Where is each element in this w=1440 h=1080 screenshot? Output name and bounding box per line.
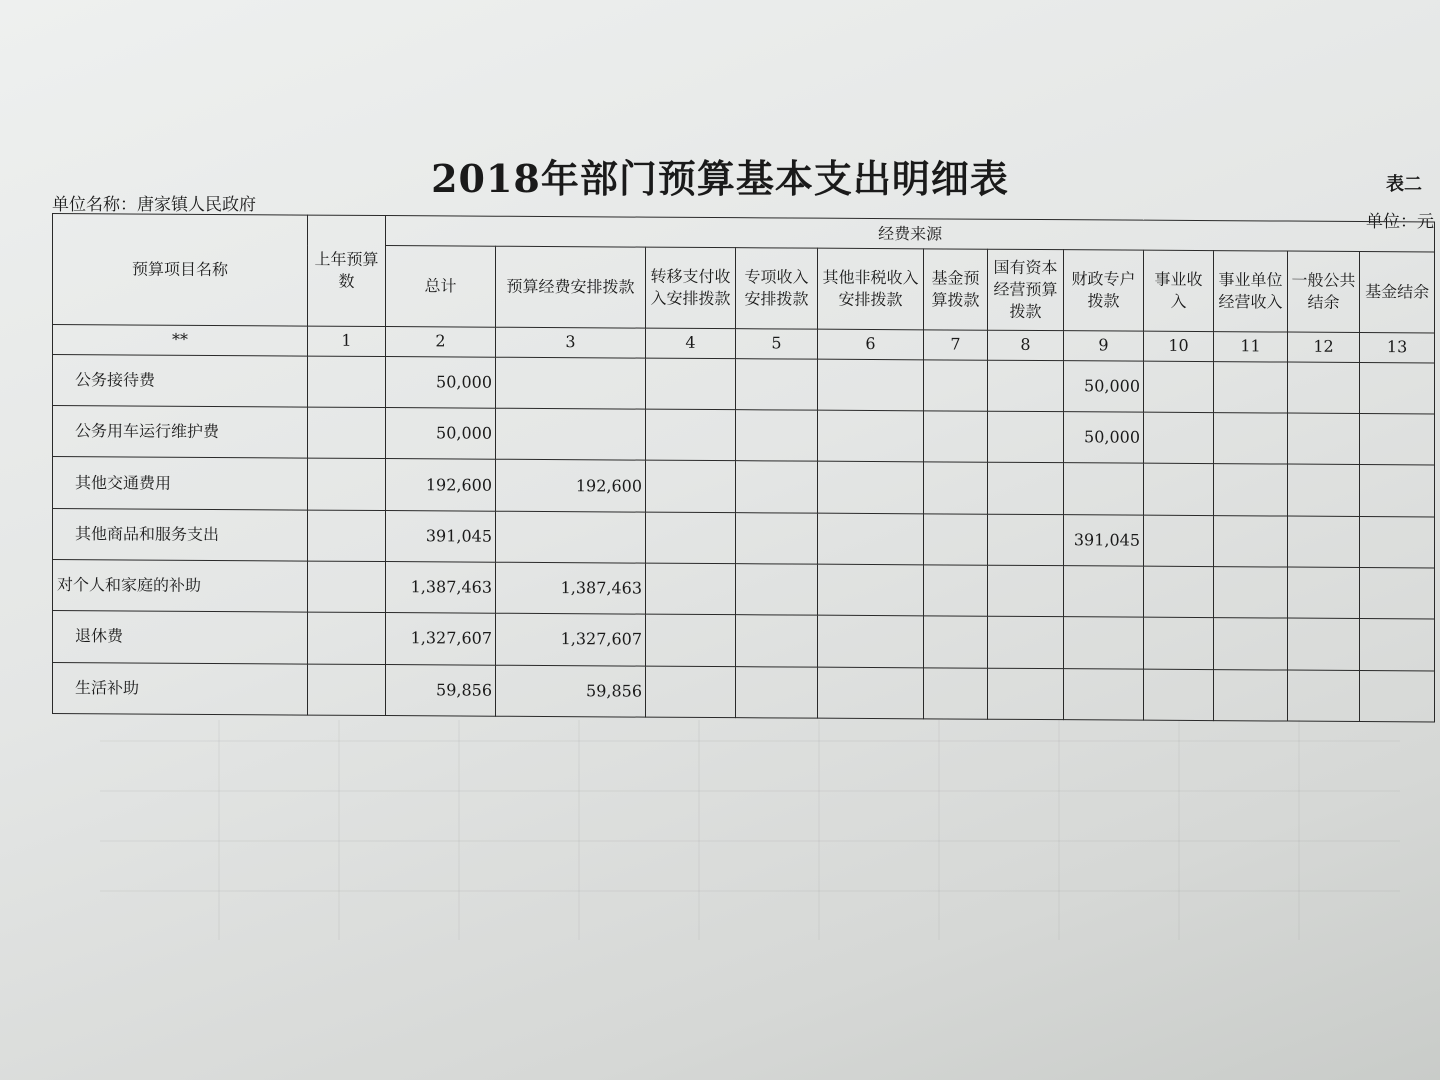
header-state-capital: 国有资本经营预算拨款 [988, 249, 1064, 330]
row-amount-cell [1288, 567, 1360, 619]
unit-name: 单位名称：唐家镇人民政府 [52, 195, 256, 215]
row-amount-cell [1064, 668, 1144, 720]
row-amount-cell [308, 510, 386, 562]
row-amount-cell [736, 410, 818, 462]
header-general-public-surplus: 一般公共结余 [1288, 251, 1360, 332]
index-cell: 9 [1064, 330, 1144, 361]
row-amount-cell [988, 668, 1064, 720]
row-amount-cell [1288, 618, 1360, 670]
row-amount-cell [818, 564, 924, 616]
table-row [53, 508, 1435, 568]
row-amount-cell [1144, 515, 1214, 567]
row-amount-cell [1360, 465, 1435, 517]
row-amount-cell [818, 513, 924, 565]
row-amount-cell: 1,387,463 [496, 562, 646, 614]
row-item-name: 生活补助 [53, 662, 308, 715]
row-item-name: 其他商品和服务支出 [53, 508, 308, 561]
row-amount-cell [1144, 617, 1214, 669]
row-amount-cell: 50,000 [1064, 412, 1144, 464]
row-amount-cell: 391,045 [386, 510, 496, 562]
row-amount-cell [1288, 362, 1360, 414]
row-amount-cell [924, 616, 988, 668]
index-cell: 4 [646, 328, 736, 359]
header-fiscal-special-account: 财政专户拨款 [1064, 250, 1144, 331]
row-amount-cell [818, 462, 924, 514]
row-amount-cell: 50,000 [1064, 361, 1144, 413]
table-body [53, 354, 1435, 722]
row-amount-cell [988, 617, 1064, 669]
header-business-operation-income: 事业单位经营收入 [1214, 251, 1288, 332]
row-amount-cell [1288, 413, 1360, 465]
header-prev-year-budget: 上年预算数 [308, 215, 386, 326]
row-amount-cell [646, 666, 736, 718]
currency-unit: 单位：元 [1366, 212, 1434, 232]
row-amount-cell [1214, 464, 1288, 516]
row-amount-cell [308, 356, 386, 408]
table-number: 表二 [1386, 174, 1422, 195]
row-item-name: 公务用车运行维护费 [53, 406, 308, 459]
row-amount-cell [1360, 362, 1435, 414]
row-amount-cell [646, 614, 736, 666]
row-amount-cell [496, 408, 646, 460]
header-business-income: 事业收入 [1144, 250, 1214, 331]
row-amount-cell: 192,600 [386, 459, 496, 511]
row-item-name: 公务接待费 [53, 354, 308, 407]
index-cell: 2 [386, 326, 496, 357]
index-cell: 6 [818, 329, 924, 360]
row-amount-cell [1360, 670, 1435, 722]
header-other-nontax: 其他非税收入安排拨款 [818, 248, 924, 329]
header-budget-appropriation: 预算经费安排拨款 [496, 246, 646, 327]
header-transfer-payment: 转移支付收入安排拨款 [646, 247, 736, 328]
row-amount-cell [988, 360, 1064, 412]
page-title: 2018年部门预算基本支出明细表 [431, 156, 1009, 201]
row-amount-cell [736, 359, 818, 411]
row-amount-cell [646, 358, 736, 410]
row-amount-cell [818, 667, 924, 719]
row-amount-cell [1144, 669, 1214, 721]
row-amount-cell [1360, 619, 1435, 671]
row-amount-cell [1144, 412, 1214, 464]
row-amount-cell [1360, 516, 1435, 568]
row-amount-cell: 50,000 [386, 408, 496, 460]
row-amount-cell [1288, 464, 1360, 516]
row-amount-cell: 59,856 [386, 664, 496, 716]
table-row [53, 662, 1435, 722]
header-total: 总计 [386, 246, 496, 327]
row-amount-cell [1288, 516, 1360, 568]
row-amount-cell [924, 360, 988, 412]
row-amount-cell [496, 357, 646, 409]
row-amount-cell [1144, 566, 1214, 618]
row-amount-cell: 50,000 [386, 356, 496, 408]
header-fund-surplus: 基金结余 [1360, 252, 1435, 333]
row-amount-cell [818, 616, 924, 668]
index-cell: 8 [988, 330, 1064, 361]
row-amount-cell [924, 565, 988, 617]
row-amount-cell [308, 612, 386, 664]
show-through-texture [100, 720, 1400, 940]
row-amount-cell [1214, 515, 1288, 567]
row-amount-cell [1144, 361, 1214, 413]
row-amount-cell: 59,856 [496, 665, 646, 717]
index-cell: 3 [496, 327, 646, 358]
header-special-income: 专项收入安排拨款 [736, 248, 818, 329]
row-amount-cell [1214, 618, 1288, 670]
row-amount-cell [988, 463, 1064, 515]
row-amount-cell [1144, 464, 1214, 516]
row-amount-cell [988, 514, 1064, 566]
row-amount-cell [988, 565, 1064, 617]
row-amount-cell: 1,327,607 [496, 614, 646, 666]
index-cell: ** [53, 324, 308, 356]
row-amount-cell [924, 667, 988, 719]
row-amount-cell [1064, 617, 1144, 669]
row-amount-cell: 1,327,607 [386, 613, 496, 665]
index-cell: 5 [736, 328, 818, 359]
index-cell: 11 [1214, 331, 1288, 362]
row-amount-cell [1214, 413, 1288, 465]
row-item-name: 其他交通费用 [53, 457, 308, 510]
row-amount-cell [1214, 567, 1288, 619]
row-amount-cell [646, 563, 736, 615]
row-amount-cell [1214, 669, 1288, 721]
row-amount-cell [1064, 463, 1144, 515]
table-row [53, 611, 1435, 671]
row-item-name: 退休费 [53, 611, 308, 664]
row-amount-cell [736, 512, 818, 564]
index-cell: 1 [308, 326, 386, 357]
row-amount-cell [308, 458, 386, 510]
row-amount-cell [736, 615, 818, 667]
row-amount-cell [924, 462, 988, 514]
index-cell: 7 [924, 329, 988, 360]
row-amount-cell: 391,045 [1064, 514, 1144, 566]
row-amount-cell [736, 666, 818, 718]
header-item-name: 预算项目名称 [53, 214, 308, 326]
row-amount-cell [736, 564, 818, 616]
table-row [53, 354, 1435, 414]
row-amount-cell [308, 561, 386, 613]
table-row [53, 560, 1435, 620]
row-amount-cell [1064, 566, 1144, 618]
row-item-name: 对个人和家庭的补助 [53, 560, 308, 613]
index-cell: 12 [1288, 332, 1360, 363]
index-cell: 10 [1144, 331, 1214, 362]
row-amount-cell [646, 409, 736, 461]
row-amount-cell [646, 512, 736, 564]
row-amount-cell [308, 664, 386, 716]
table-row [53, 457, 1435, 517]
row-amount-cell [1360, 568, 1435, 620]
row-amount-cell: 192,600 [496, 460, 646, 512]
row-amount-cell [818, 359, 924, 411]
row-amount-cell [646, 461, 736, 513]
row-amount-cell [496, 511, 646, 563]
row-amount-cell [818, 410, 924, 462]
header-fund-budget: 基金预算拨款 [924, 249, 988, 330]
row-amount-cell [1288, 670, 1360, 722]
budget-table [52, 213, 1435, 722]
row-amount-cell [736, 461, 818, 513]
row-amount-cell [1214, 361, 1288, 413]
row-amount-cell [308, 407, 386, 459]
index-cell: 13 [1360, 332, 1435, 363]
row-amount-cell [1360, 414, 1435, 466]
row-amount-cell: 1,387,463 [386, 562, 496, 614]
header-funding-source: 经费来源 [386, 216, 1435, 253]
table-row [53, 406, 1435, 466]
row-amount-cell [924, 411, 988, 463]
row-amount-cell [988, 411, 1064, 463]
row-amount-cell [924, 514, 988, 566]
